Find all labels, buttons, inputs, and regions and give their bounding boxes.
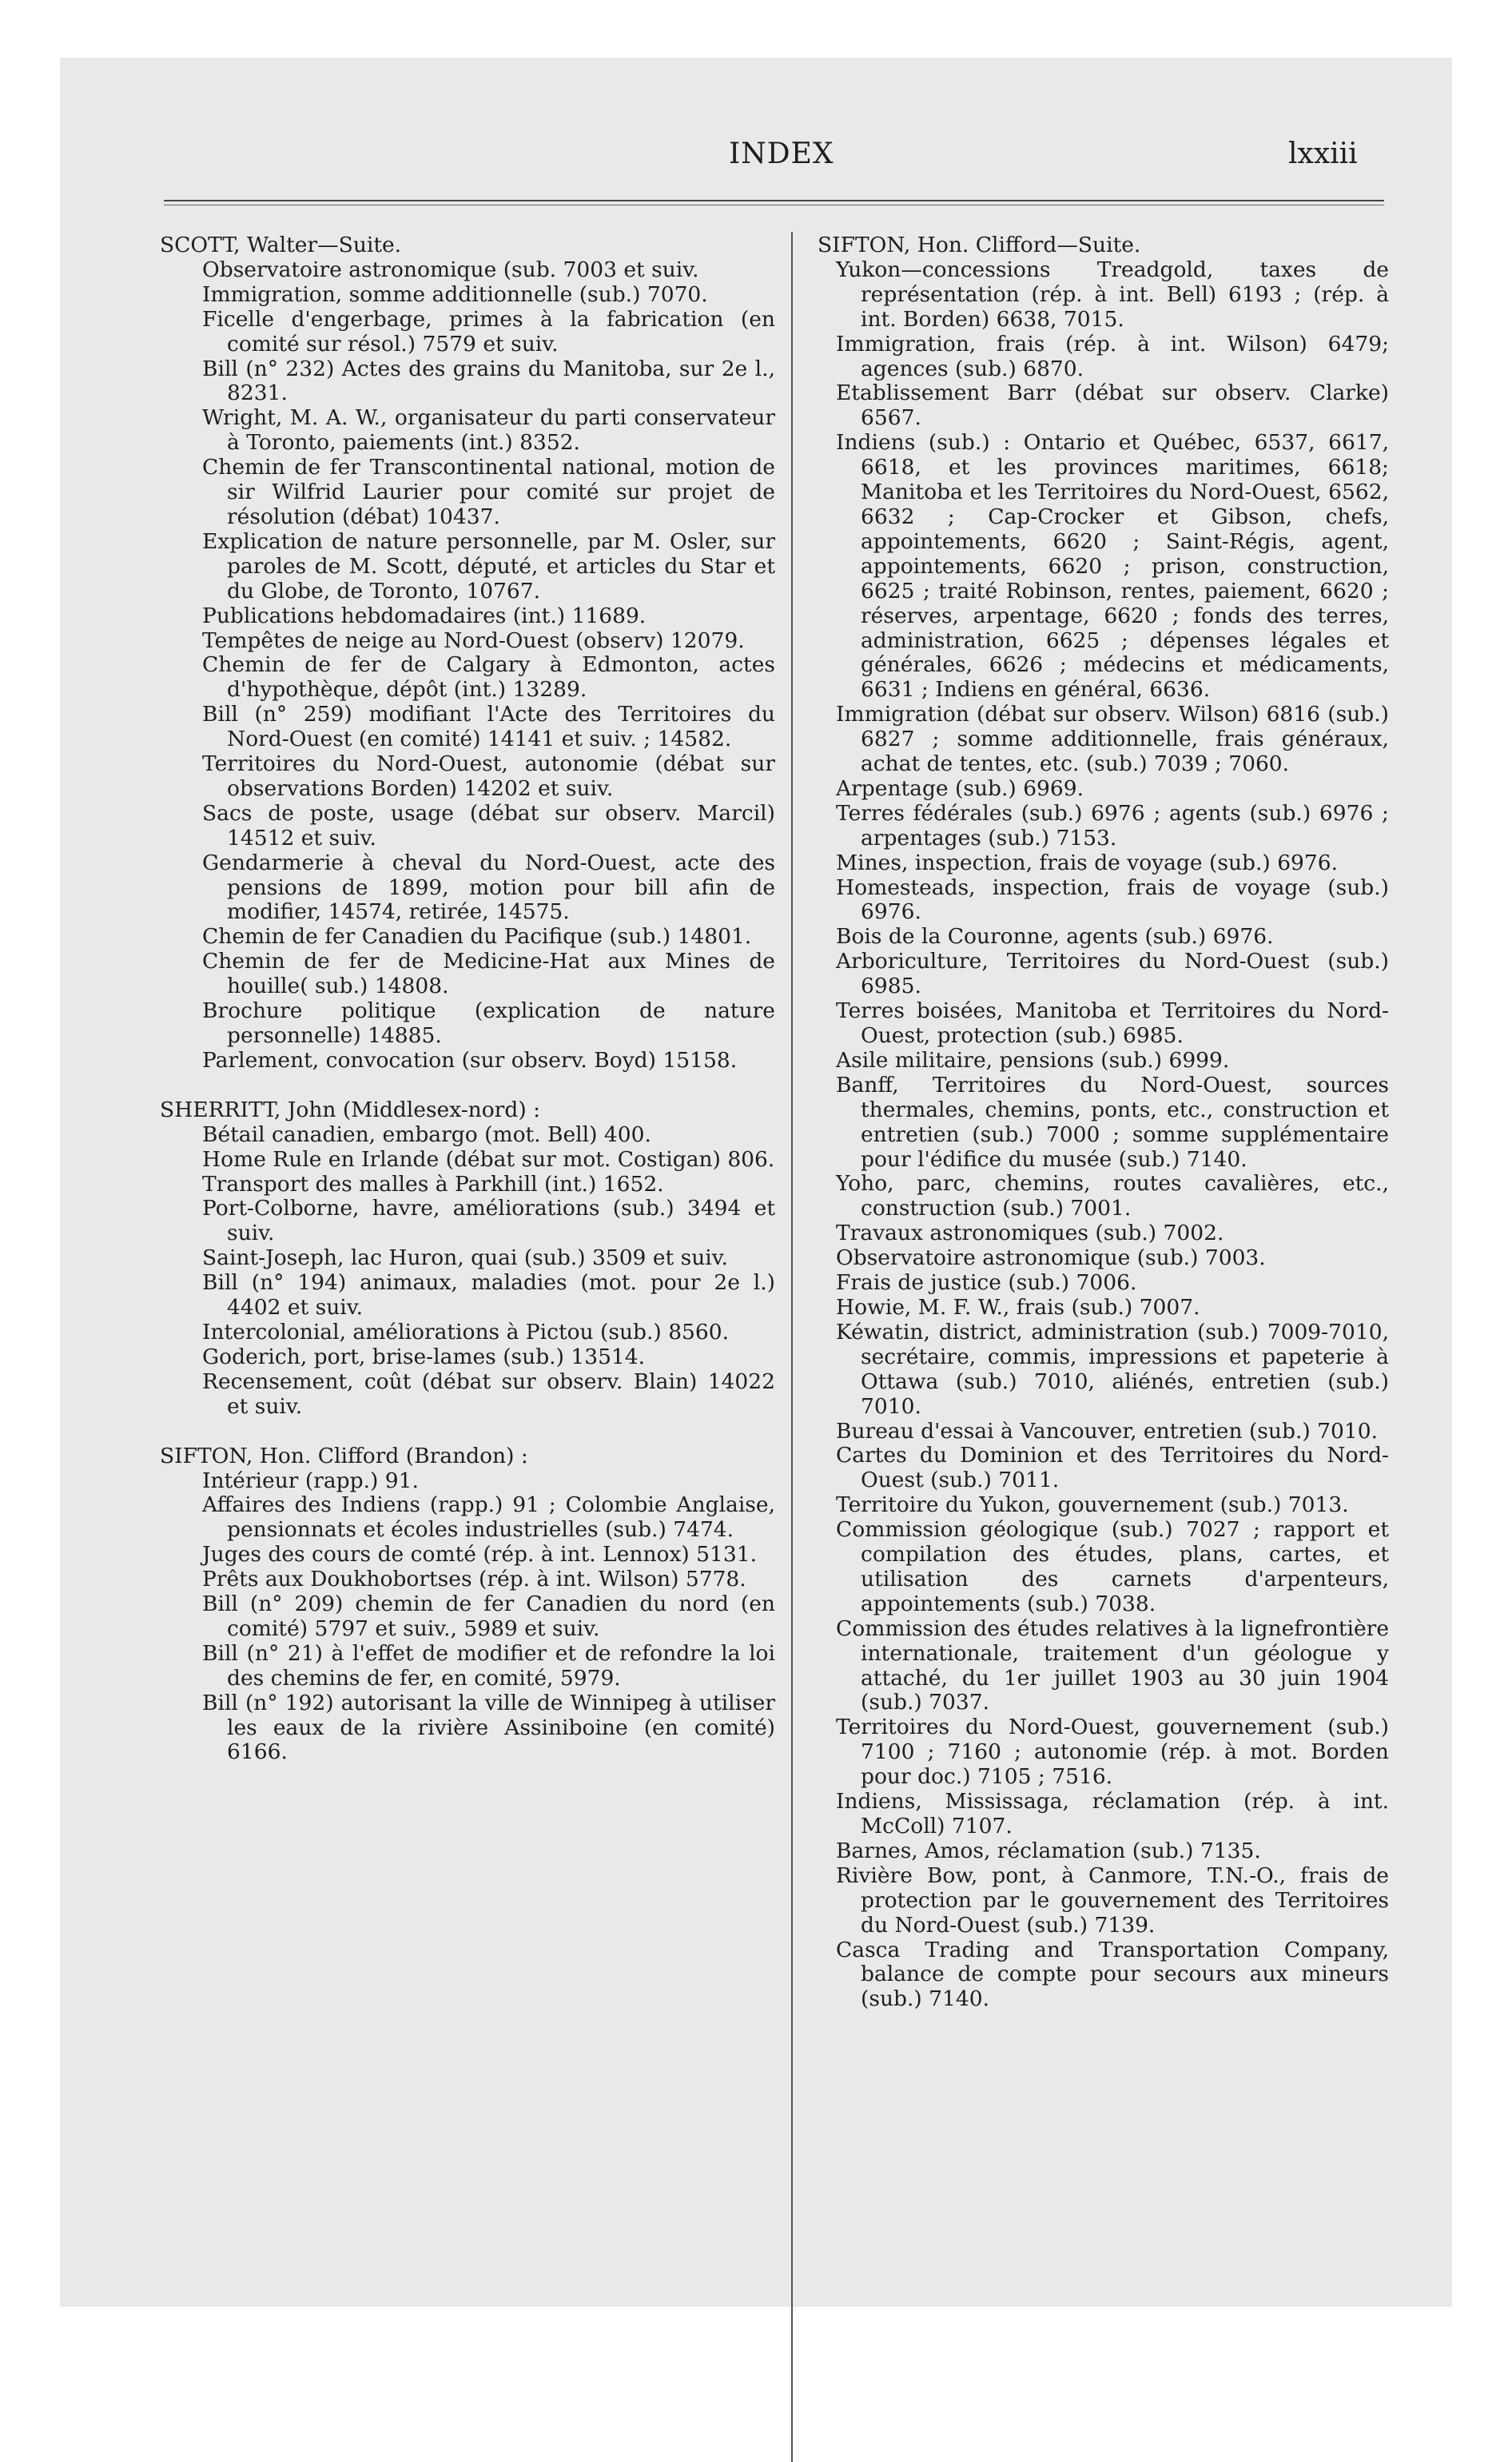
index-entry: Mines, inspection, frais de voyage (sub.) 6976. <box>836 850 1339 875</box>
header-rule <box>164 200 1384 201</box>
index-entry: Publications hebdomadaires (int.) 11689. <box>202 603 647 628</box>
person-heading: SHERRITT, John (Middlesex-nord) : <box>160 1097 541 1122</box>
person-heading: SIFTON, Hon. Clifford (Brandon) : <box>160 1443 528 1468</box>
index-entry: Bétail canadien, embargo (mot. Bell) 400. <box>202 1121 651 1147</box>
index-entry: Bill (n° 259) modifiant l'Acte des Territoires du Nord-Ouest (en comité) 14141 et suiv. ; 14582. <box>202 702 775 752</box>
index-entry: Transport des malles à Parkhill (int.) 1652. <box>202 1171 664 1197</box>
index-entry: Chemin de fer Canadien du Pacifique (sub.) 14801. <box>202 924 752 950</box>
index-entry: Explication de nature personnelle, par M. Osler, sur paroles de M. Scott, député, et articles du Star et du Globe, de Toronto, 10767. <box>202 528 775 604</box>
index-entry: Port-Colborne, havre, améliorations (sub.) 3494 et suiv. <box>202 1196 775 1246</box>
index-entry: Goderich, port, brise-lames (sub.) 13514. <box>202 1344 646 1369</box>
index-entry: Bureau d'essai à Vancouver, entretien (sub.) 7010. <box>836 1418 1378 1444</box>
index-entry: Observatoire astronomique (sub. 7003 et suiv. <box>202 257 699 282</box>
index-entry: Bois de la Couronne, agents (sub.) 6976. <box>836 924 1274 950</box>
index-entry: Arpentage (sub.) 6969. <box>836 775 1084 801</box>
index-entry: Territoires du Nord-Ouest, gouvernement (sub.) 7100 ; 7160 ; autonomie (rép. à mot. Borden pour doc.) 7105 ; 7516. <box>836 1715 1389 1790</box>
index-entry: Etablissement Barr (débat sur observ. Clarke) 6567. <box>836 380 1389 431</box>
index-person-block <box>160 1444 775 1766</box>
index-entry: Home Rule en Irlande (débat sur mot. Costigan) 806. <box>202 1146 775 1172</box>
person-heading: SIFTON, Hon. Clifford—Suite. <box>818 233 1141 257</box>
index-entry: Indiens (sub.) : Ontario et Québec, 6537, 6617, 6618, et les provinces maritimes, 6618; Manitoba et les Territoires du Nord-Ouest, 6562, 6632 ; Cap-Crocker et Gibson, chefs, appointements, 6620 ; Saint-Régis, agent, appointements, 6620 ; prison, construction, 6625 ; traité Robinson, rentes, paiement, 6620 ; réserves, arpentage, 6620 ; fonds des terres, administration, 6625 ; dépenses légales et générales, 6626 ; médecins et médicaments, 6631 ; Indiens en général, 6636. <box>836 430 1389 703</box>
index-entry: Territoire du Yukon, gouvernement (sub.) 7013. <box>836 1492 1349 1518</box>
index-entry: Intérieur (rapp.) 91. <box>202 1468 419 1493</box>
index-entry: Bill (n° 232) Actes des grains du Manitoba, sur 2e l., 8231. <box>202 356 775 406</box>
index-entry: Howie, M. F. W., frais (sub.) 7007. <box>836 1294 1200 1320</box>
index-entry: Cartes du Dominion et des Territoires du Nord-Ouest (sub.) 7011. <box>836 1443 1389 1493</box>
index-entry: Commission géologique (sub.) 7027 ; rapport et compilation des études, plans, cartes, et utilisation des carnets d'arpenteurs, appointements (sub.) 7038. <box>836 1517 1389 1616</box>
index-entry: Immigration (débat sur observ. Wilson) 6816 (sub.) 6827 ; somme additionnelle, frais généraux, achat de tentes, etc. (sub.) 7039 ; 7060. <box>836 702 1389 777</box>
index-entry: Terres fédérales (sub.) 6976 ; agents (sub.) 6976 ; arpentages (sub.) 7153. <box>836 800 1389 851</box>
index-entry: Casca Trading and Transportation Company, balance de compte pour secours aux mineurs (sub.) 7140. <box>836 1937 1389 2012</box>
entry-list <box>818 258 1389 2012</box>
index-entry: Chemin de fer de Medicine-Hat aux Mines de houille( sub.) 14808. <box>202 949 775 999</box>
index-entry: Kéwatin, district, administration (sub.) 7009-7010, secrétaire, commis, impressions et papeterie à Ottawa (sub.) 7010, aliénés, entretien (sub.) 7010. <box>836 1319 1389 1419</box>
index-entry: Tempêtes de neige au Nord-Ouest (observ) 12079. <box>202 627 745 653</box>
index-entry: Ficelle d'engerbage, primes à la fabrication (en comité sur résol.) 7579 et suiv. <box>202 306 775 357</box>
index-entry: Arboriculture, Territoires du Nord-Ouest (sub.) 6985. <box>836 949 1389 999</box>
index-entry: Affaires des Indiens (rapp.) 91 ; Colombie Anglaise, pensionnats et écoles industrielles (sub.) 7474. <box>202 1492 775 1543</box>
index-entry: Intercolonial, améliorations à Pictou (sub.) 8560. <box>202 1319 730 1345</box>
index-entry: Juges des cours de comté (rép. à int. Lennox) 5131. <box>202 1542 758 1568</box>
column-divider <box>791 232 793 2462</box>
entry-list <box>160 1123 775 1420</box>
index-entry: Bill (n° 192) autorisant la ville de Winnipeg à utiliser les eaux de la rivière Assiniboine (en comité) 6166. <box>202 1690 775 1765</box>
index-entry: Travaux astronomiques (sub.) 7002. <box>836 1221 1224 1246</box>
index-entry: Bill (n° 194) animaux, maladies (mot. pour 2e l.) 4402 et suiv. <box>202 1270 775 1321</box>
index-entry: Terres boisées, Manitoba et Territoires du Nord-Ouest, protection (sub.) 6985. <box>836 998 1389 1048</box>
index-entry: Indiens, Mississaga, réclamation (rép. à int. McColl) 7107. <box>836 1789 1389 1839</box>
index-entry: Prêts aux Doukhobortses (rép. à int. Wilson) 5778. <box>202 1567 746 1592</box>
person-heading: SCOTT, Walter—Suite. <box>160 233 402 257</box>
entry-list <box>160 258 775 1074</box>
index-entry: Asile militaire, pensions (sub.) 6999. <box>836 1047 1230 1073</box>
entry-list <box>160 1469 775 1766</box>
index-entry: Wright, M. A. W., organisateur du parti conservateur à Toronto, paiements (int.) 8352. <box>202 405 775 456</box>
index-entry: Bill (n° 21) à l'effet de modifier et de refondre la loi des chemins de fer, en comité, 5979. <box>202 1640 775 1691</box>
page-header-title: INDEX <box>729 137 834 170</box>
index-person-block <box>818 233 1389 2012</box>
index-entry: Yukon—concessions Treadgold, taxes de représentation (rép. à int. Bell) 6193 ; (rép. à int. Borden) 6638, 7015. <box>836 257 1389 332</box>
index-entry: Rivière Bow, pont, à Canmore, T.N.-O., frais de protection par le gouvernement des Territoires du Nord-Ouest (sub.) 7139. <box>836 1862 1389 1938</box>
index-entry: Chemin de fer Transcontinental national, motion de sir Wilfrid Laurier pour comité sur projet de résolution (débat) 10437. <box>202 455 775 529</box>
index-person-block <box>160 1098 775 1420</box>
index-entry: Yoho, parc, chemins, routes cavalières, etc., construction (sub.) 7001. <box>836 1171 1389 1221</box>
index-entry: Parlement, convocation (sur observ. Boyd) 15158. <box>202 1047 738 1073</box>
index-entry: Chemin de fer de Calgary à Edmonton, actes d'hypothèque, dépôt (int.) 13289. <box>202 652 775 703</box>
index-entry: Brochure politique (explication de nature personnelle) 14885. <box>202 998 775 1048</box>
page-number: lxxiii <box>1288 137 1358 170</box>
index-entry: Immigration, somme additionnelle (sub.) 7070. <box>202 281 708 307</box>
index-person-block <box>160 233 775 1074</box>
index-entry: Homesteads, inspection, frais de voyage (sub.) 6976. <box>836 874 1389 925</box>
index-entry: Sacs de poste, usage (débat sur observ. Marcil) 14512 et suiv. <box>202 800 775 851</box>
right-column <box>818 233 1389 2012</box>
index-entry: Frais de justice (sub.) 7006. <box>836 1270 1137 1296</box>
index-entry: Recensement, coût (débat sur observ. Blain) 14022 et suiv. <box>202 1368 775 1419</box>
index-entry: Saint-Joseph, lac Huron, quai (sub.) 3509 et suiv. <box>202 1245 728 1271</box>
index-entry: Gendarmerie à cheval du Nord-Ouest, acte des pensions de 1899, motion pour bill afin de modifier, 14574, retirée, 14575. <box>202 850 775 925</box>
index-entry: Commission des études relatives à la lignefrontière internationale, traitement d'un géologue y attaché, du 1er juillet 1903 au 30 juin 1904 (sub.) 7037. <box>836 1615 1389 1715</box>
left-column <box>160 233 775 1765</box>
index-entry: Bill (n° 209) chemin de fer Canadien du nord (en comité) 5797 et suiv., 5989 et suiv. <box>202 1592 775 1641</box>
index-entry: Immigration, frais (rép. à int. Wilson) 6479; agences (sub.) 6870. <box>836 331 1389 381</box>
index-entry: Observatoire astronomique (sub.) 7003. <box>836 1245 1266 1271</box>
index-entry: Banff, Territoires du Nord-Ouest, sources thermales, chemins, ponts, etc., construction et entretien (sub.) 7000 ; somme supplémentaire pour l'édifice du musée (sub.) 7140. <box>836 1072 1389 1172</box>
index-entry: Barnes, Amos, réclamation (sub.) 7135. <box>836 1838 1261 1863</box>
index-entry: Territoires du Nord-Ouest, autonomie (débat sur observations Borden) 14202 et suiv. <box>202 751 775 801</box>
